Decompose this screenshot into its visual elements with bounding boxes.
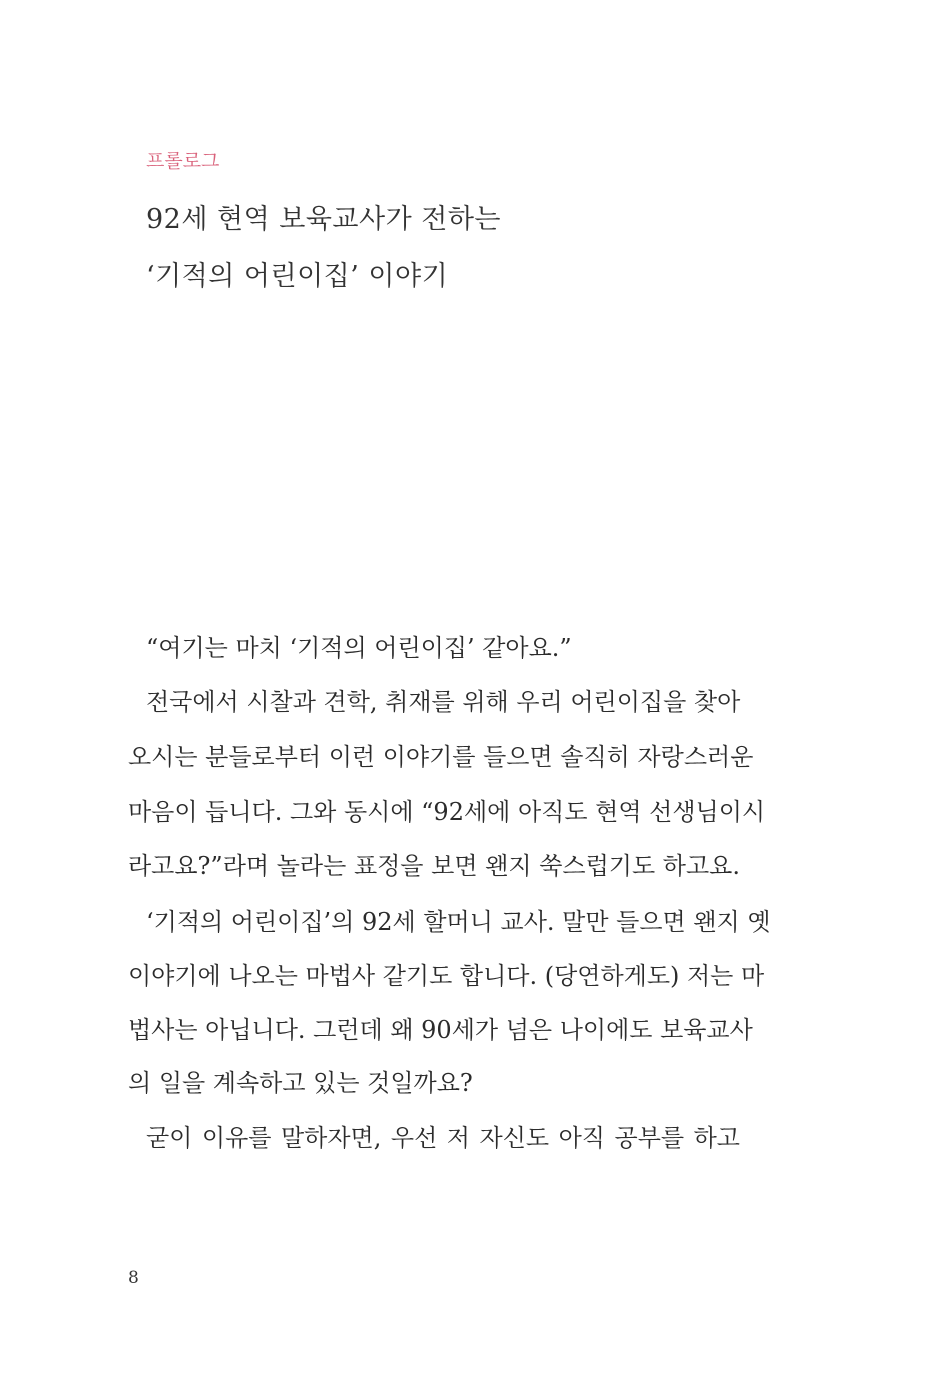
body-line: 이야기에 나오는 마법사 같기도 합니다. (당연하게도) 저는 마 <box>128 962 765 990</box>
body-line: 법사는 아닙니다. 그런데 왜 90세가 넘은 나이에도 보육교사 <box>128 1016 753 1044</box>
title-line-2: ‘기적의 어린이집’ 이야기 <box>146 261 449 292</box>
body-line: 굳이 이유를 말하자면, 우선 저 자신도 아직 공부를 하고 <box>146 1124 740 1152</box>
body-line: 마음이 듭니다. 그와 동시에 “92세에 아직도 현역 선생님이시 <box>128 798 766 826</box>
body-line: ‘기적의 어린이집’의 92세 할머니 교사. 말만 들으면 왠지 옛 <box>146 908 771 936</box>
body-line: 전국에서 시찰과 견학, 취재를 위해 우리 어린이집을 찾아 <box>146 688 741 716</box>
chapter-label: 프롤로그 <box>146 150 220 172</box>
body-line: 오시는 분들로부터 이런 이야기를 들으면 솔직히 자랑스러운 <box>128 743 754 771</box>
body-line: 의 일을 계속하고 있는 것일까요? <box>128 1069 473 1097</box>
body-line: 라고요?”라며 놀라는 표정을 보면 왠지 쑥스럽기도 하고요. <box>128 852 740 880</box>
page-number: 8 <box>128 1268 139 1288</box>
title-line-1: 92세 현역 보육교사가 전하는 <box>146 204 502 235</box>
body-line: “여기는 마치 ‘기적의 어린이집’ 같아요.” <box>146 634 572 662</box>
